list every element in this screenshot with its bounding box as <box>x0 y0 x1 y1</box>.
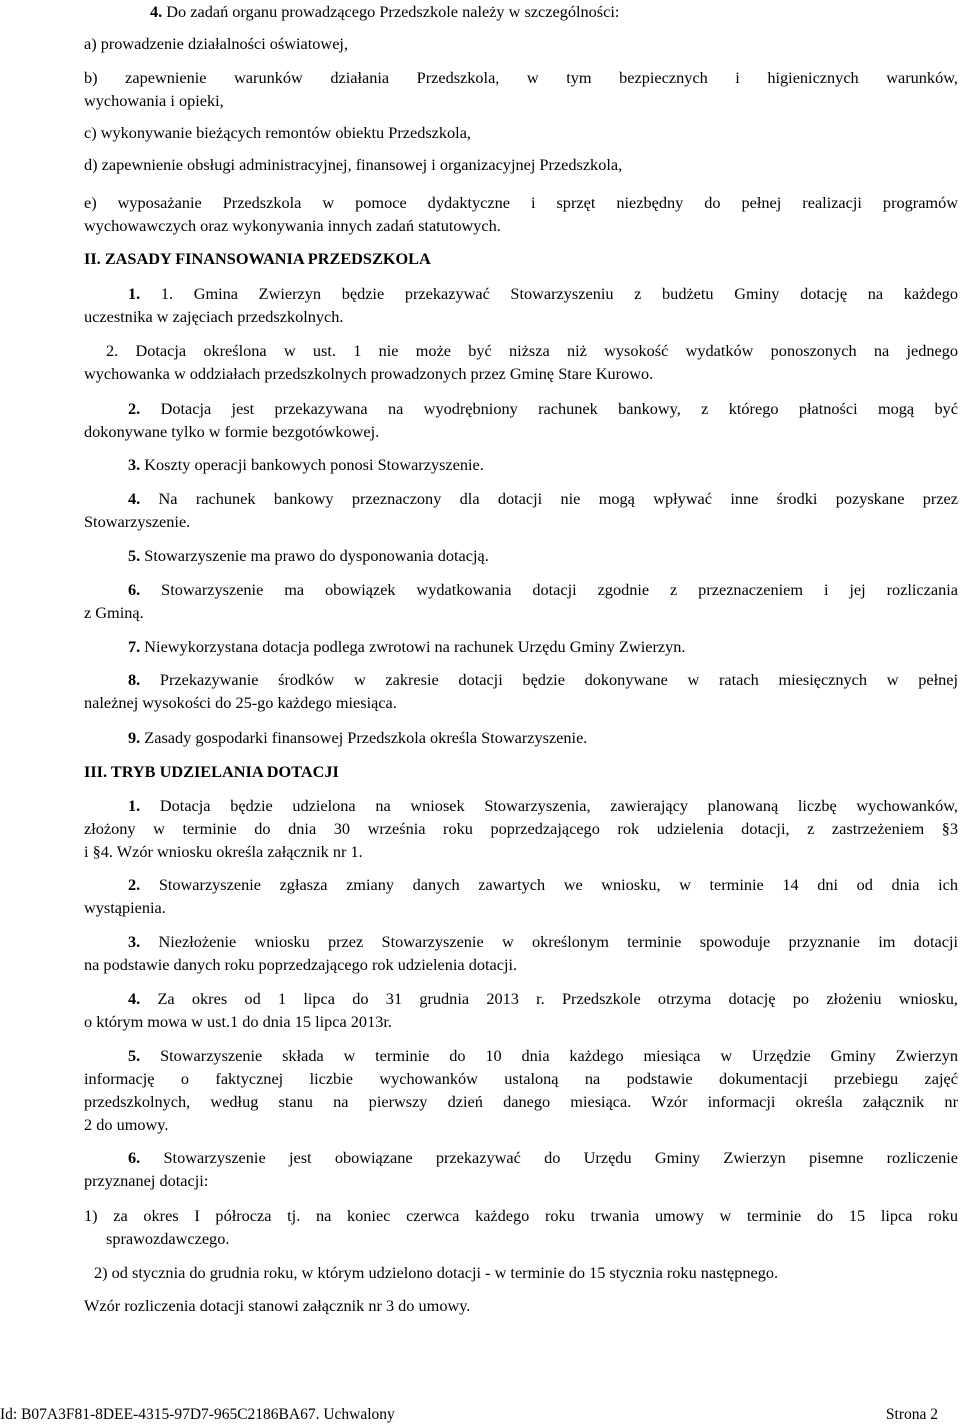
item-number: 2. <box>128 399 141 418</box>
item-number: 9. <box>128 728 141 747</box>
list-item: 1) za okres I półrocza tj. na koniec czerwca każdego roku trwania umowy w terminie do 15 lipca roku <box>84 1206 958 1225</box>
item-number: 4. <box>128 989 141 1008</box>
paragraph-line: przyznanej dotacji: <box>84 1171 209 1190</box>
paragraph-line: złożony w terminie do dnia 30 września roku poprzedzającego rok udzielenia dotacji, z zastrzeżeniem §3 <box>84 819 958 838</box>
paragraph-line: b) zapewnienie warunków działania Przedszkola, w tym bezpiecznych i higienicznych warunków, <box>84 68 958 87</box>
paragraph-line: a) prowadzenie działalności oświatowej, <box>84 34 349 53</box>
paragraph-line: 5. Stowarzyszenie ma prawo do dysponowania dotacją. <box>128 546 489 565</box>
item-number: 4. <box>128 489 141 508</box>
document-id: Id: B07A3F81-8DEE-4315-97D7-965C2186BA67. Uchwalony <box>0 1406 395 1423</box>
section-heading: II. ZASADY FINANSOWANIA PRZEDSZKOLA <box>84 249 431 268</box>
paragraph-line: 4. Na rachunek bankowy przeznaczony dla dotacji nie mogą wpływać inne środki pozyskane przez <box>128 489 958 508</box>
item-number: 6. <box>128 580 141 599</box>
paragraph-line: 2. Dotacja określona w ust. 1 nie może być niższa niż wysokość wydatków ponoszonych na jednego <box>106 341 958 360</box>
paragraph-line: 6. Stowarzyszenie jest obowiązane przekazywać do Urzędu Gminy Zwierzyn pisemne rozliczenie <box>128 1148 958 1167</box>
page-number: Strona 2 <box>885 1406 938 1423</box>
paragraph-line: d) zapewnienie obsługi administracyjnej, finansowej i organizacyjnej Przedszkola, <box>84 155 623 174</box>
paragraph-line: 6. Stowarzyszenie ma obowiązek wydatkowania dotacji zgodnie z przeznaczeniem i jej rozliczania <box>128 580 958 599</box>
paragraph-line: wychowanka w oddziałach przedszkolnych prowadzonych przez Gminę Stare Kurowo. <box>84 364 654 383</box>
paragraph-line: 3. Koszty operacji bankowych ponosi Stowarzyszenie. <box>128 455 484 474</box>
paragraph-line: o którym mowa w ust.1 do dnia 15 lipca 2013r. <box>84 1012 392 1031</box>
paragraph-line: 2. Stowarzyszenie zgłasza zmiany danych zawartych we wniosku, w terminie 14 dni od dnia ich <box>128 875 958 894</box>
paragraph-line: 5. Stowarzyszenie składa w terminie do 10 dnia każdego miesiąca w Urzędzie Gminy Zwierzyn <box>128 1046 958 1065</box>
paragraph-line: informację o faktycznej liczbie wychowanków ustaloną na podstawie dokumentacji przebiegu zajęć <box>84 1069 958 1088</box>
paragraph-line: c) wykonywanie bieżących remontów obiektu Przedszkola, <box>84 123 471 142</box>
item-number: 1. <box>128 796 141 815</box>
item-number: 8. <box>128 670 141 689</box>
item-number: 2. <box>128 875 141 894</box>
paragraph-line: 4. Za okres od 1 lipca do 31 grudnia 2013 r. Przedszkole otrzyma dotację po złożeniu wniosku, <box>128 989 958 1008</box>
paragraph-line: 1. Dotacja będzie udzielona na wniosek Stowarzyszenia, zawierający planowaną liczbę wychowanków, <box>128 796 958 815</box>
paragraph-line: 2. Dotacja jest przekazywana na wyodrębniony rachunek bankowy, z którego płatności mogą być <box>128 399 958 418</box>
paragraph-line: wystąpienia. <box>84 898 166 917</box>
paragraph-line: 4. Do zadań organu prowadzącego Przedszkole należy w szczególności: <box>150 2 620 21</box>
paragraph-line: e) wyposażanie Przedszkola w pomoce dydaktyczne i sprzęt niezbędny do pełnej realizacji programów <box>84 193 958 212</box>
paragraph-line: 9. Zasady gospodarki finansowej Przedszkola określa Stowarzyszenie. <box>128 728 588 747</box>
paragraph-line: wychowawczych oraz wykonywania innych zadań statutowych. <box>84 216 501 235</box>
paragraph-line: 7. Niewykorzystana dotacja podlega zwrotowi na rachunek Urzędu Gminy Zwierzyn. <box>128 637 686 656</box>
paragraph-line: na podstawie danych roku poprzedzającego rok udzielenia dotacji. <box>84 955 518 974</box>
item-number: 4. <box>150 2 163 21</box>
paragraph-line: Wzór rozliczenia dotacji stanowi załącznik nr 3 do umowy. <box>84 1296 471 1315</box>
paragraph-line: z Gminą. <box>84 603 144 622</box>
item-number: 5. <box>128 1046 141 1065</box>
item-number: 1. <box>128 284 141 303</box>
paragraph-line: dokonywane tylko w formie bezgotówkowej. <box>84 422 380 441</box>
paragraph-line: należnej wysokości do 25-go każdego miesiąca. <box>84 693 397 712</box>
item-number: 6. <box>128 1148 141 1167</box>
paragraph-line: przedszkolnych, według stanu na pierwszy dzień danego miesiąca. Wzór informacji określa załącznik nr <box>84 1092 958 1111</box>
paragraph-line: 8. Przekazywanie środków w zakresie dotacji będzie dokonywane w ratach miesięcznych w pełnej <box>128 670 958 689</box>
paragraph-line: uczestnika w zajęciach przedszkolnych. <box>84 307 344 326</box>
item-number: 5. <box>128 546 141 565</box>
paragraph-line: Stowarzyszenie. <box>84 512 191 531</box>
list-item-continuation: sprawozdawczego. <box>106 1229 230 1248</box>
item-number: 7. <box>128 637 141 656</box>
paragraph-line: wychowania i opieki, <box>84 91 224 110</box>
paragraph-line: 1. 1. Gmina Zwierzyn będzie przekazywać Stowarzyszeniu z budżetu Gminy dotację na każdego <box>128 284 958 303</box>
item-number: 3. <box>128 932 141 951</box>
paragraph-line: 2 do umowy. <box>84 1115 169 1134</box>
paragraph-line: i §4. Wzór wniosku określa załącznik nr 1. <box>84 842 363 861</box>
item-number: 3. <box>128 455 141 474</box>
section-heading: III. TRYB UDZIELANIA DOTACJI <box>84 762 339 781</box>
paragraph-line: 3. Niezłożenie wniosku przez Stowarzyszenie w określonym terminie spowoduje przyznanie im dotacji <box>128 932 958 951</box>
list-item: 2) od stycznia do grudnia roku, w którym udzielono dotacji - w terminie do 15 stycznia roku następnego. <box>94 1263 779 1282</box>
